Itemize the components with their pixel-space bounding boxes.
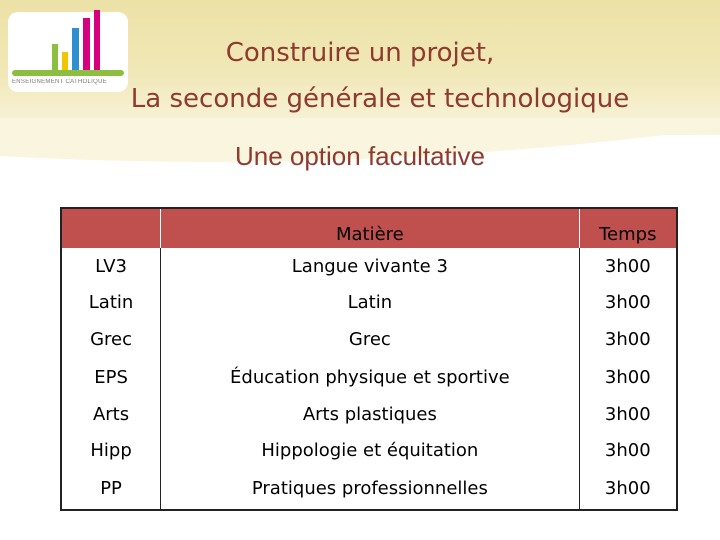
table-row [61,320,677,358]
table-row [61,468,677,510]
temps-cell: 3h00 [579,468,677,510]
table-row [61,396,677,432]
temps-cell: 3h00 [579,358,677,396]
temps-cell: 3h00 [579,396,677,432]
matiere-cell: Grec [161,320,580,358]
matiere-cell: Arts plastiques [161,396,580,432]
matiere-cell: Pratiques professionnelles [161,468,580,510]
code-cell: Hipp [90,439,132,461]
header-cell-temps: Temps [579,208,677,248]
options-table [60,207,678,511]
temps-cell: 3h00 [579,432,677,468]
code-cell: EPS [94,366,128,388]
matiere-cell: Langue vivante 3 [161,248,580,284]
table-row [61,248,677,284]
logo-text: ENSEIGNEMENT CATHOLIQUE [12,79,108,85]
subtitle: Une option facultative [234,141,486,171]
header-cell-matiere: Matière [161,208,580,248]
matiere-cell: Latin [161,284,580,320]
logo-green-swoosh [12,70,124,76]
table-header-row [61,208,677,248]
table-row [61,284,677,320]
code-cell: Latin [88,291,134,313]
temps-cell: 3h00 [579,248,677,284]
matiere-cell: Éducation physique et sportive [161,358,580,396]
code-cell: Arts [92,403,130,425]
code-cell: PP [100,478,122,499]
table-row [61,432,677,468]
code-cell: Grec [90,328,133,350]
matiere-cell: Hippologie et équitation [161,432,580,468]
temps-cell: 3h00 [579,284,677,320]
title-line-1: Construire un projet, [225,38,495,68]
table-row [61,358,677,396]
temps-cell: 3h00 [579,320,677,358]
header-cell-code [61,208,161,248]
title-line-2: La seconde générale et technologique [130,84,630,114]
code-cell: LV3 [95,255,127,277]
